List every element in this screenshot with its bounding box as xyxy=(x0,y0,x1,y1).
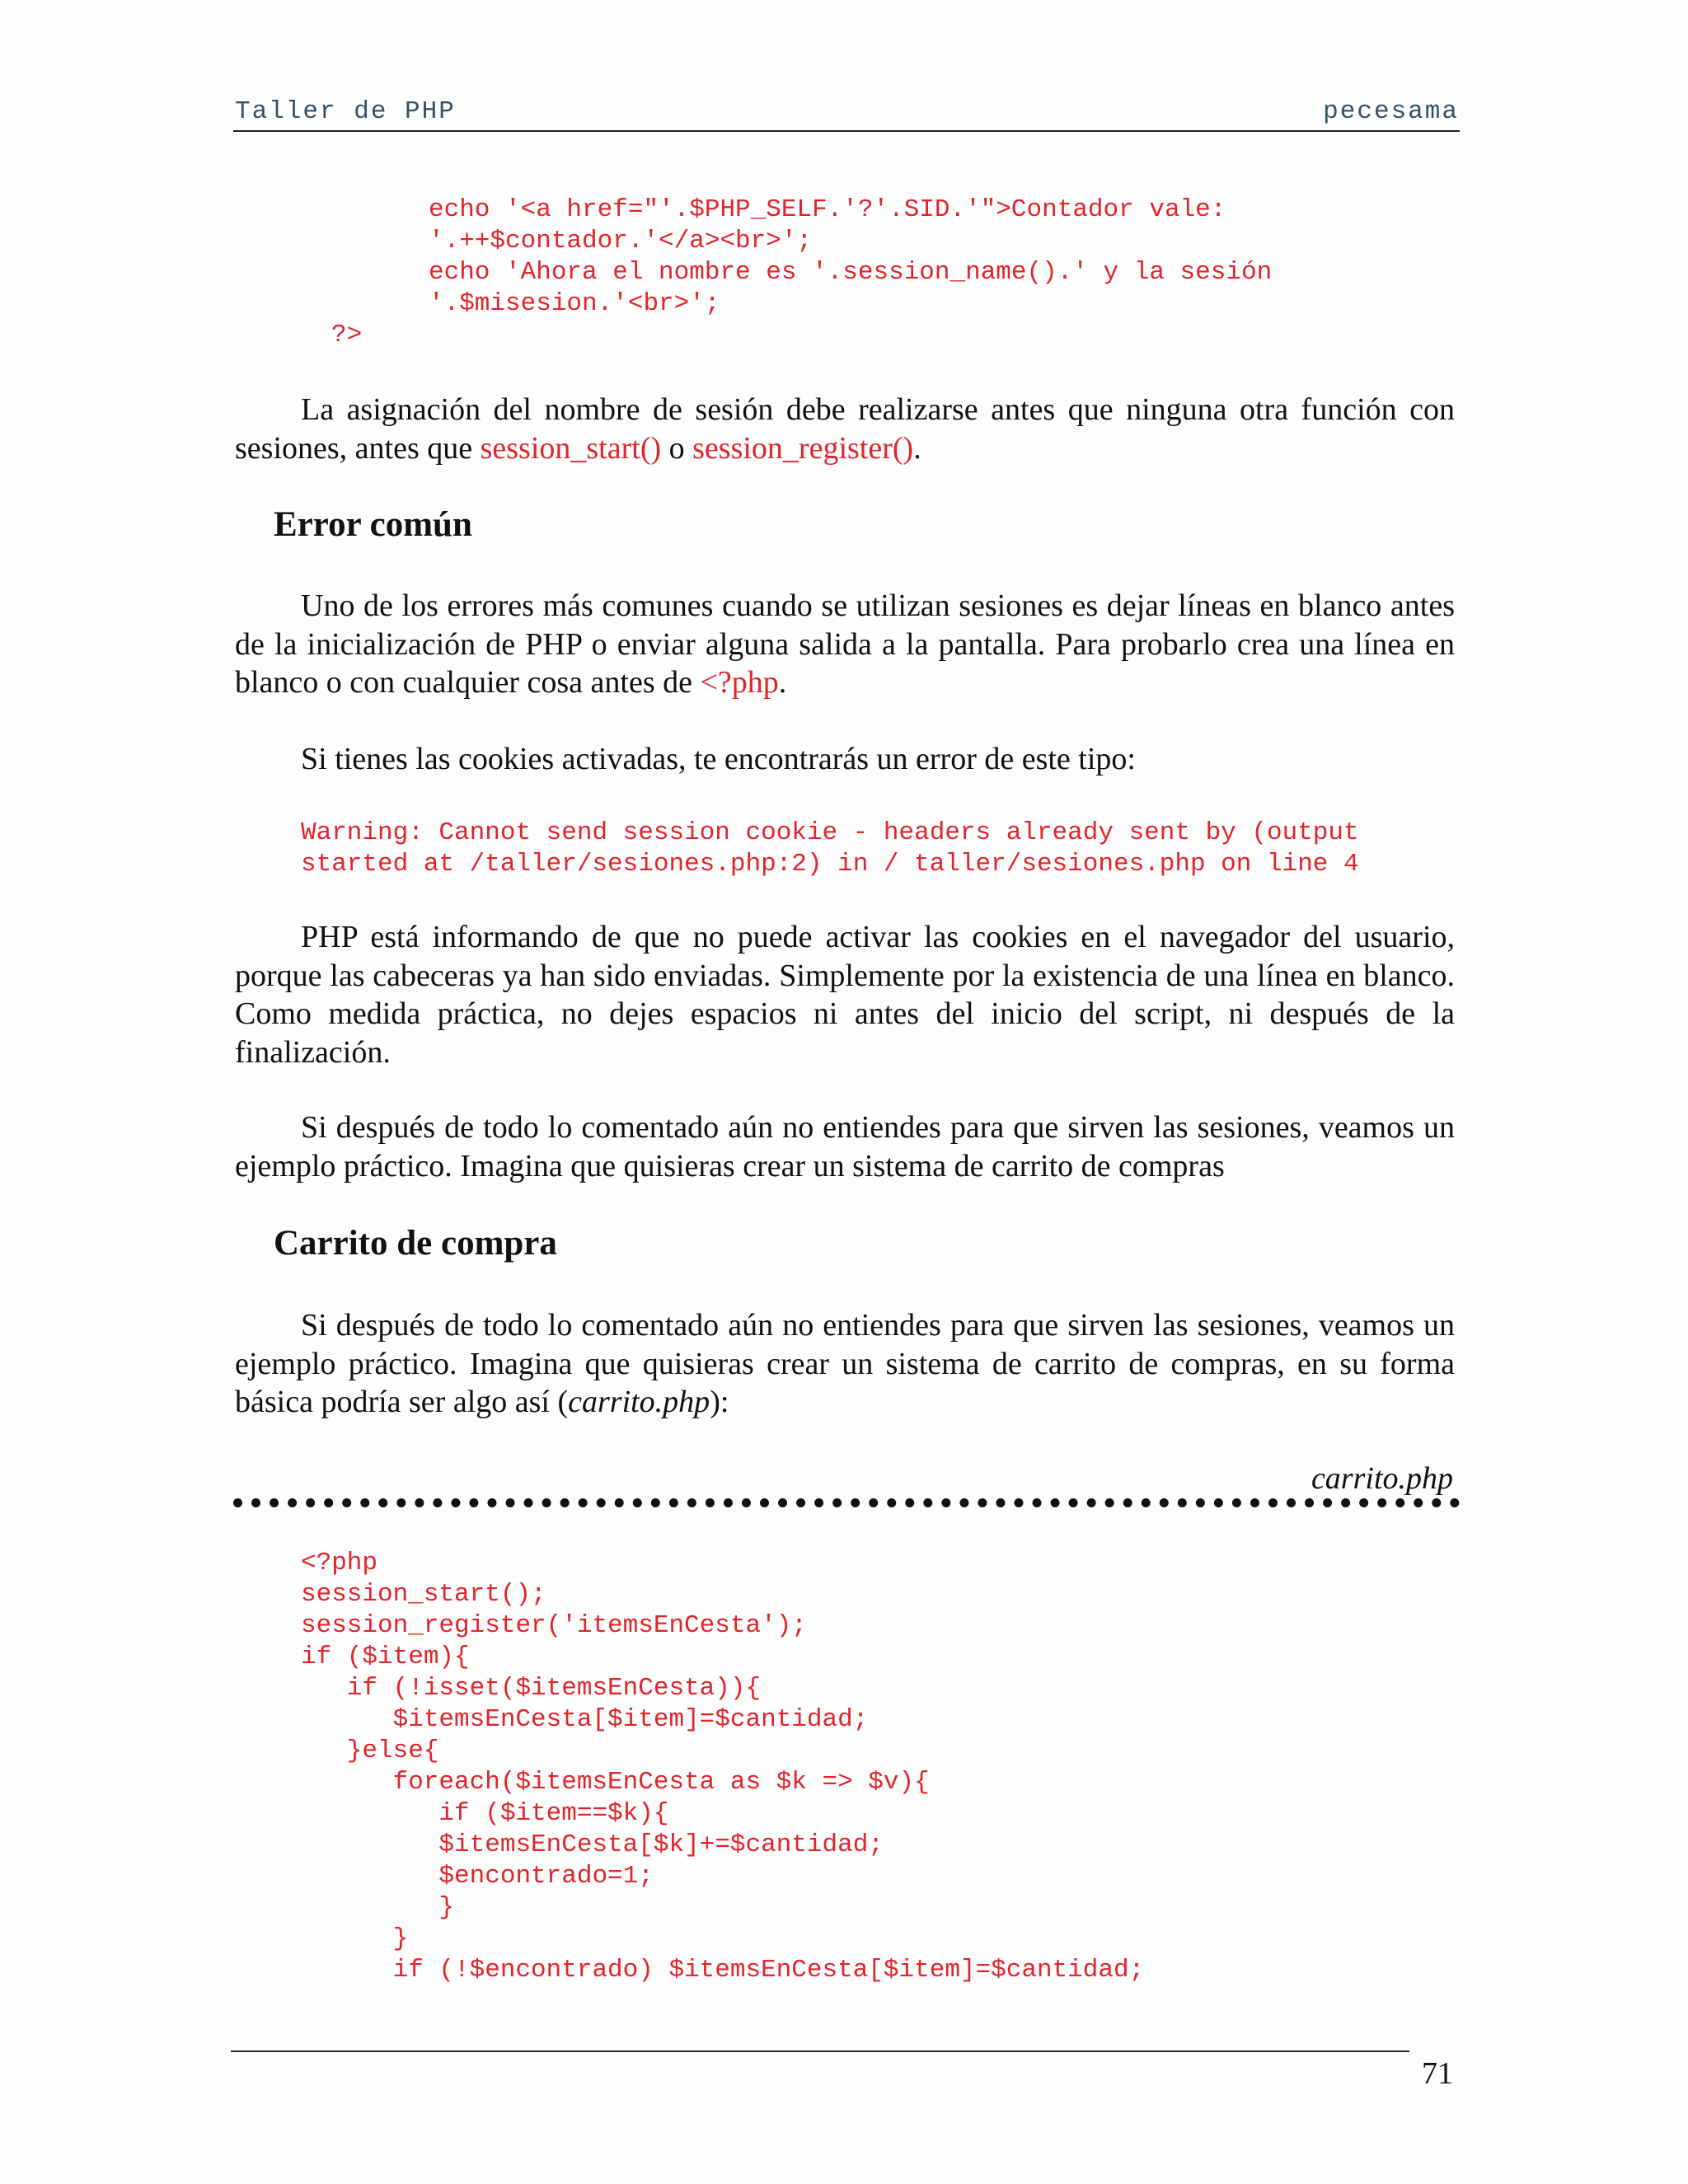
warning-line: started at /taller/sesiones.php:2) in / taller/sesiones.php on line 4 xyxy=(301,850,1359,879)
code-line: if ($item==$k){ xyxy=(301,1799,669,1828)
code-line: }else{ xyxy=(301,1736,439,1765)
code-line: <?php xyxy=(301,1549,378,1577)
header-left-title: Taller de PHP xyxy=(235,97,456,126)
code-line: if (!isset($itemsEnCesta)){ xyxy=(301,1674,762,1703)
footer-rule xyxy=(231,2050,1409,2052)
code-line: session_register('itemsEnCesta'); xyxy=(301,1611,807,1640)
file-name: carrito.php xyxy=(568,1385,710,1419)
paragraph xyxy=(235,587,1455,702)
paragraph-text: Si después de todo lo comentado aún no entiendes para que sirven las sesiones, veamos un ejemplo práctico. Imagina que quisieras crear un sistema de carrito de compras xyxy=(235,1110,1455,1183)
paragraph-text: . xyxy=(778,665,787,700)
code-line: echo '<a href="'.$PHP_SELF.'?'.SID.'">Contador vale: xyxy=(429,195,1226,224)
paragraph-text: Si después de todo lo comentado aún no entiendes para que sirven las sesiones, veamos un ejemplo práctico. Imagina que quisieras crear un sistema de carrito de compras, en su forma básica podría ser algo así ( xyxy=(235,1308,1455,1419)
code-line: $itemsEnCesta[$k]+=$cantidad; xyxy=(301,1830,884,1859)
code-line: } xyxy=(301,1893,455,1922)
paragraph-text: . xyxy=(913,430,921,466)
code-line: echo 'Ahora el nombre es '.session_name().' y la sesión xyxy=(429,258,1273,287)
section-heading: Error común xyxy=(274,505,472,544)
warning-line: Warning: Cannot send session cookie - headers already sent by (output xyxy=(301,818,1359,847)
code-line: ?> xyxy=(331,321,363,349)
paragraph xyxy=(235,1108,1455,1185)
function-name: session_start() xyxy=(480,430,662,466)
code-line: '.$misesion.'<br>'; xyxy=(429,289,720,318)
section-heading: Carrito de compra xyxy=(274,1224,557,1263)
paragraph xyxy=(235,740,1455,779)
code-line: session_start(); xyxy=(301,1580,546,1609)
dotted-separator xyxy=(233,1498,1460,1507)
paragraph-text: Uno de los errores más comunes cuando se utilizan sesiones es dejar líneas en blanco antes de la inicialización de PHP o enviar alguna salida a la pantalla. Para probarlo crea una línea en blanco o con cualquier cosa antes de xyxy=(235,588,1455,700)
code-line: $itemsEnCesta[$item]=$cantidad; xyxy=(301,1705,869,1734)
code-line: '.++$contador.'</a><br>'; xyxy=(429,227,813,255)
code-line: if (!$encontrado) $itemsEnCesta[$item]=$cantidad; xyxy=(301,1956,1145,1985)
paragraph-text: PHP está informando de que no puede activar las cookies en el navegador del usuario, porque las cabeceras ya han sido enviadas. Simplemente por la existencia de una línea en blanco. Como medida práctica, no dejes espacios ni antes del inicio del script, ni después de la finalización. xyxy=(235,920,1455,1070)
code-line: if ($item){ xyxy=(301,1643,470,1671)
paragraph xyxy=(235,1306,1455,1422)
php-open-tag: <?php xyxy=(700,665,779,700)
code-line: foreach($itemsEnCesta as $k => $v){ xyxy=(301,1768,930,1797)
paragraph-text: ): xyxy=(710,1385,729,1419)
paragraph xyxy=(235,391,1455,467)
page-number: 71 xyxy=(1422,2056,1453,2091)
code-line: $encontrado=1; xyxy=(301,1862,654,1891)
paragraph-text: Si tienes las cookies activadas, te encontrarás un error de este tipo: xyxy=(301,742,1136,776)
paragraph-text: La asignación del nombre de sesión debe realizarse antes que ninguna otra función con sesiones, antes que xyxy=(235,392,1455,466)
code-line: } xyxy=(301,1924,409,1953)
header-right-author: pecesama xyxy=(1323,97,1459,126)
file-label: carrito.php xyxy=(1311,1461,1453,1496)
header-rule xyxy=(233,130,1460,132)
paragraph xyxy=(235,918,1455,1071)
function-name: session_register() xyxy=(692,430,914,466)
paragraph-text: o xyxy=(661,430,693,466)
